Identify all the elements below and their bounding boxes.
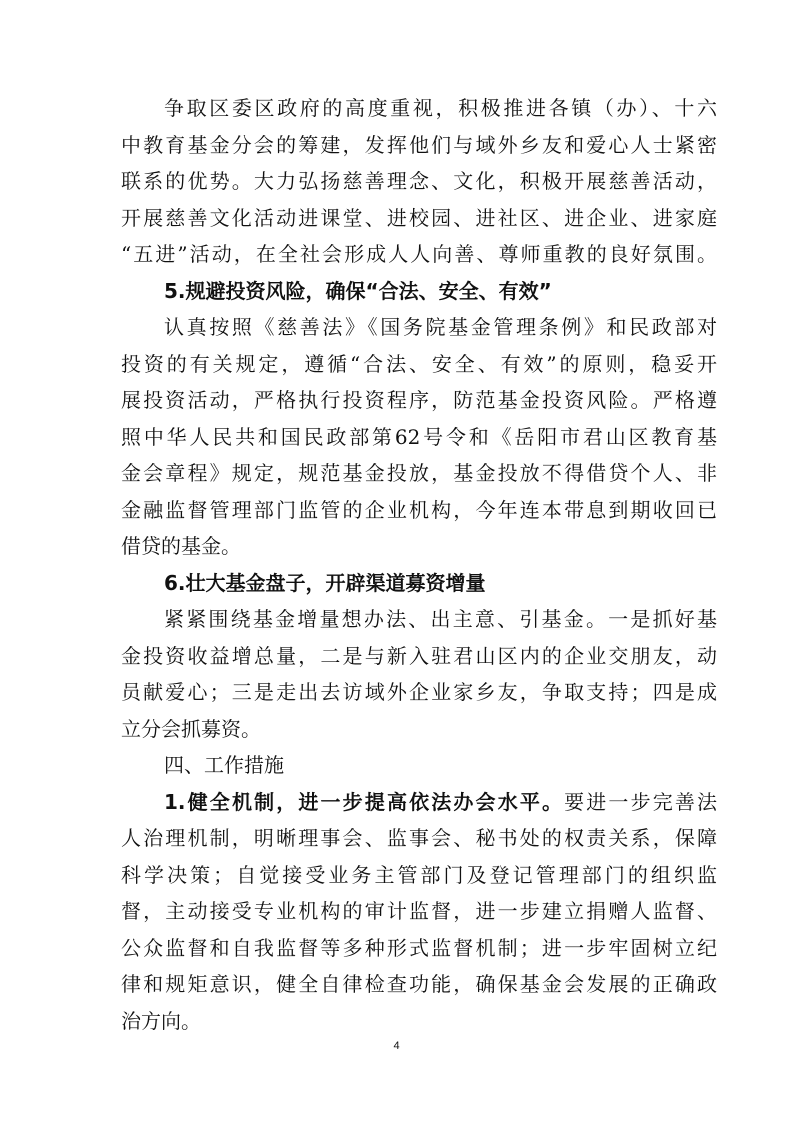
bold-lead: 1.健全机制，进一步提高依法办会水平。 (164, 789, 565, 814)
heading-6: 6.壮大基金盘子，开辟渠道募资增量 (164, 570, 486, 595)
paragraph-line: 中教育基金分会的筹建，发挥他们与域外乡友和爱心人士紧密 (121, 132, 717, 157)
paragraph-line (121, 784, 717, 821)
paragraph-line: 治方向。 (121, 1008, 201, 1033)
paragraph-line: 开展慈善文化活动进课堂、进校园、进社区、进企业、进家庭 (121, 205, 717, 230)
paragraph-line: 人治理机制，明晰理事会、监事会、秘书处的权责关系，保障 (121, 826, 717, 850)
document-body (121, 90, 717, 1039)
paragraph-line: 投资的有关规定，遵循“合法、安全、有效”的原则，稳妥开 (121, 351, 717, 376)
paragraph-line: 认真按照《慈善法》《国务院基金管理条例》和民政部对 (164, 315, 717, 339)
paragraph-line: “五进”活动，在全社会形成人人向善、尊师重教的良好氛围。 (121, 242, 717, 266)
paragraph-line: 公众监督和自我监督等多种形式监督机制；进一步牢固树立纪 (121, 935, 717, 960)
paragraph-line: 联系的优势。大力弘扬慈善理念、文化，积极开展慈善活动， (121, 169, 717, 193)
paragraph-line: 金投资收益增总量，二是与新入驻君山区内的企业交朋友，动 (121, 643, 717, 668)
paragraph-line: 金融监督管理部门监管的企业机构，今年连本带息到期收回已 (121, 497, 717, 522)
paragraph-line: 展投资活动，严格执行投资程序，防范基金投资风险。严格遵 (121, 388, 717, 412)
paragraph-line: 科学决策；自觉接受业务主管部门及登记管理部门的组织监 (121, 862, 717, 887)
paragraph-line: 立分会抓募资。 (121, 716, 261, 741)
paragraph-line: 借贷的基金。 (121, 534, 241, 558)
paragraph-line: 督，主动接受专业机构的审计监督，进一步建立捐赠人监督、 (121, 899, 717, 923)
paragraph-line: 争取区委区政府的高度重视，积极推进各镇（办）、十六 (164, 96, 717, 120)
page-number: 4 (393, 1040, 400, 1052)
lead-rest: 要进一步完善法 (564, 789, 718, 814)
paragraph-line: 律和规矩意识，健全自律检查功能，确保基金会发展的正确政 (121, 972, 717, 996)
paragraph-line: 照中华人民共和国民政部第62号令和《岳阳市君山区教育基 (121, 424, 717, 449)
paragraph-line: 员献爱心；三是走出去访域外企业家乡友，争取支持；四是成 (121, 680, 717, 704)
paragraph-line: 金会章程》规定，规范基金投放，基金投放不得借贷个人、非 (121, 461, 717, 485)
heading-5: 5.规避投资风险，确保“合法、安全、有效” (164, 278, 552, 303)
paragraph-line: 紧紧围绕基金增量想办法、出主意、引基金。一是抓好基 (164, 607, 717, 631)
section-heading: 四、工作措施 (164, 753, 284, 777)
